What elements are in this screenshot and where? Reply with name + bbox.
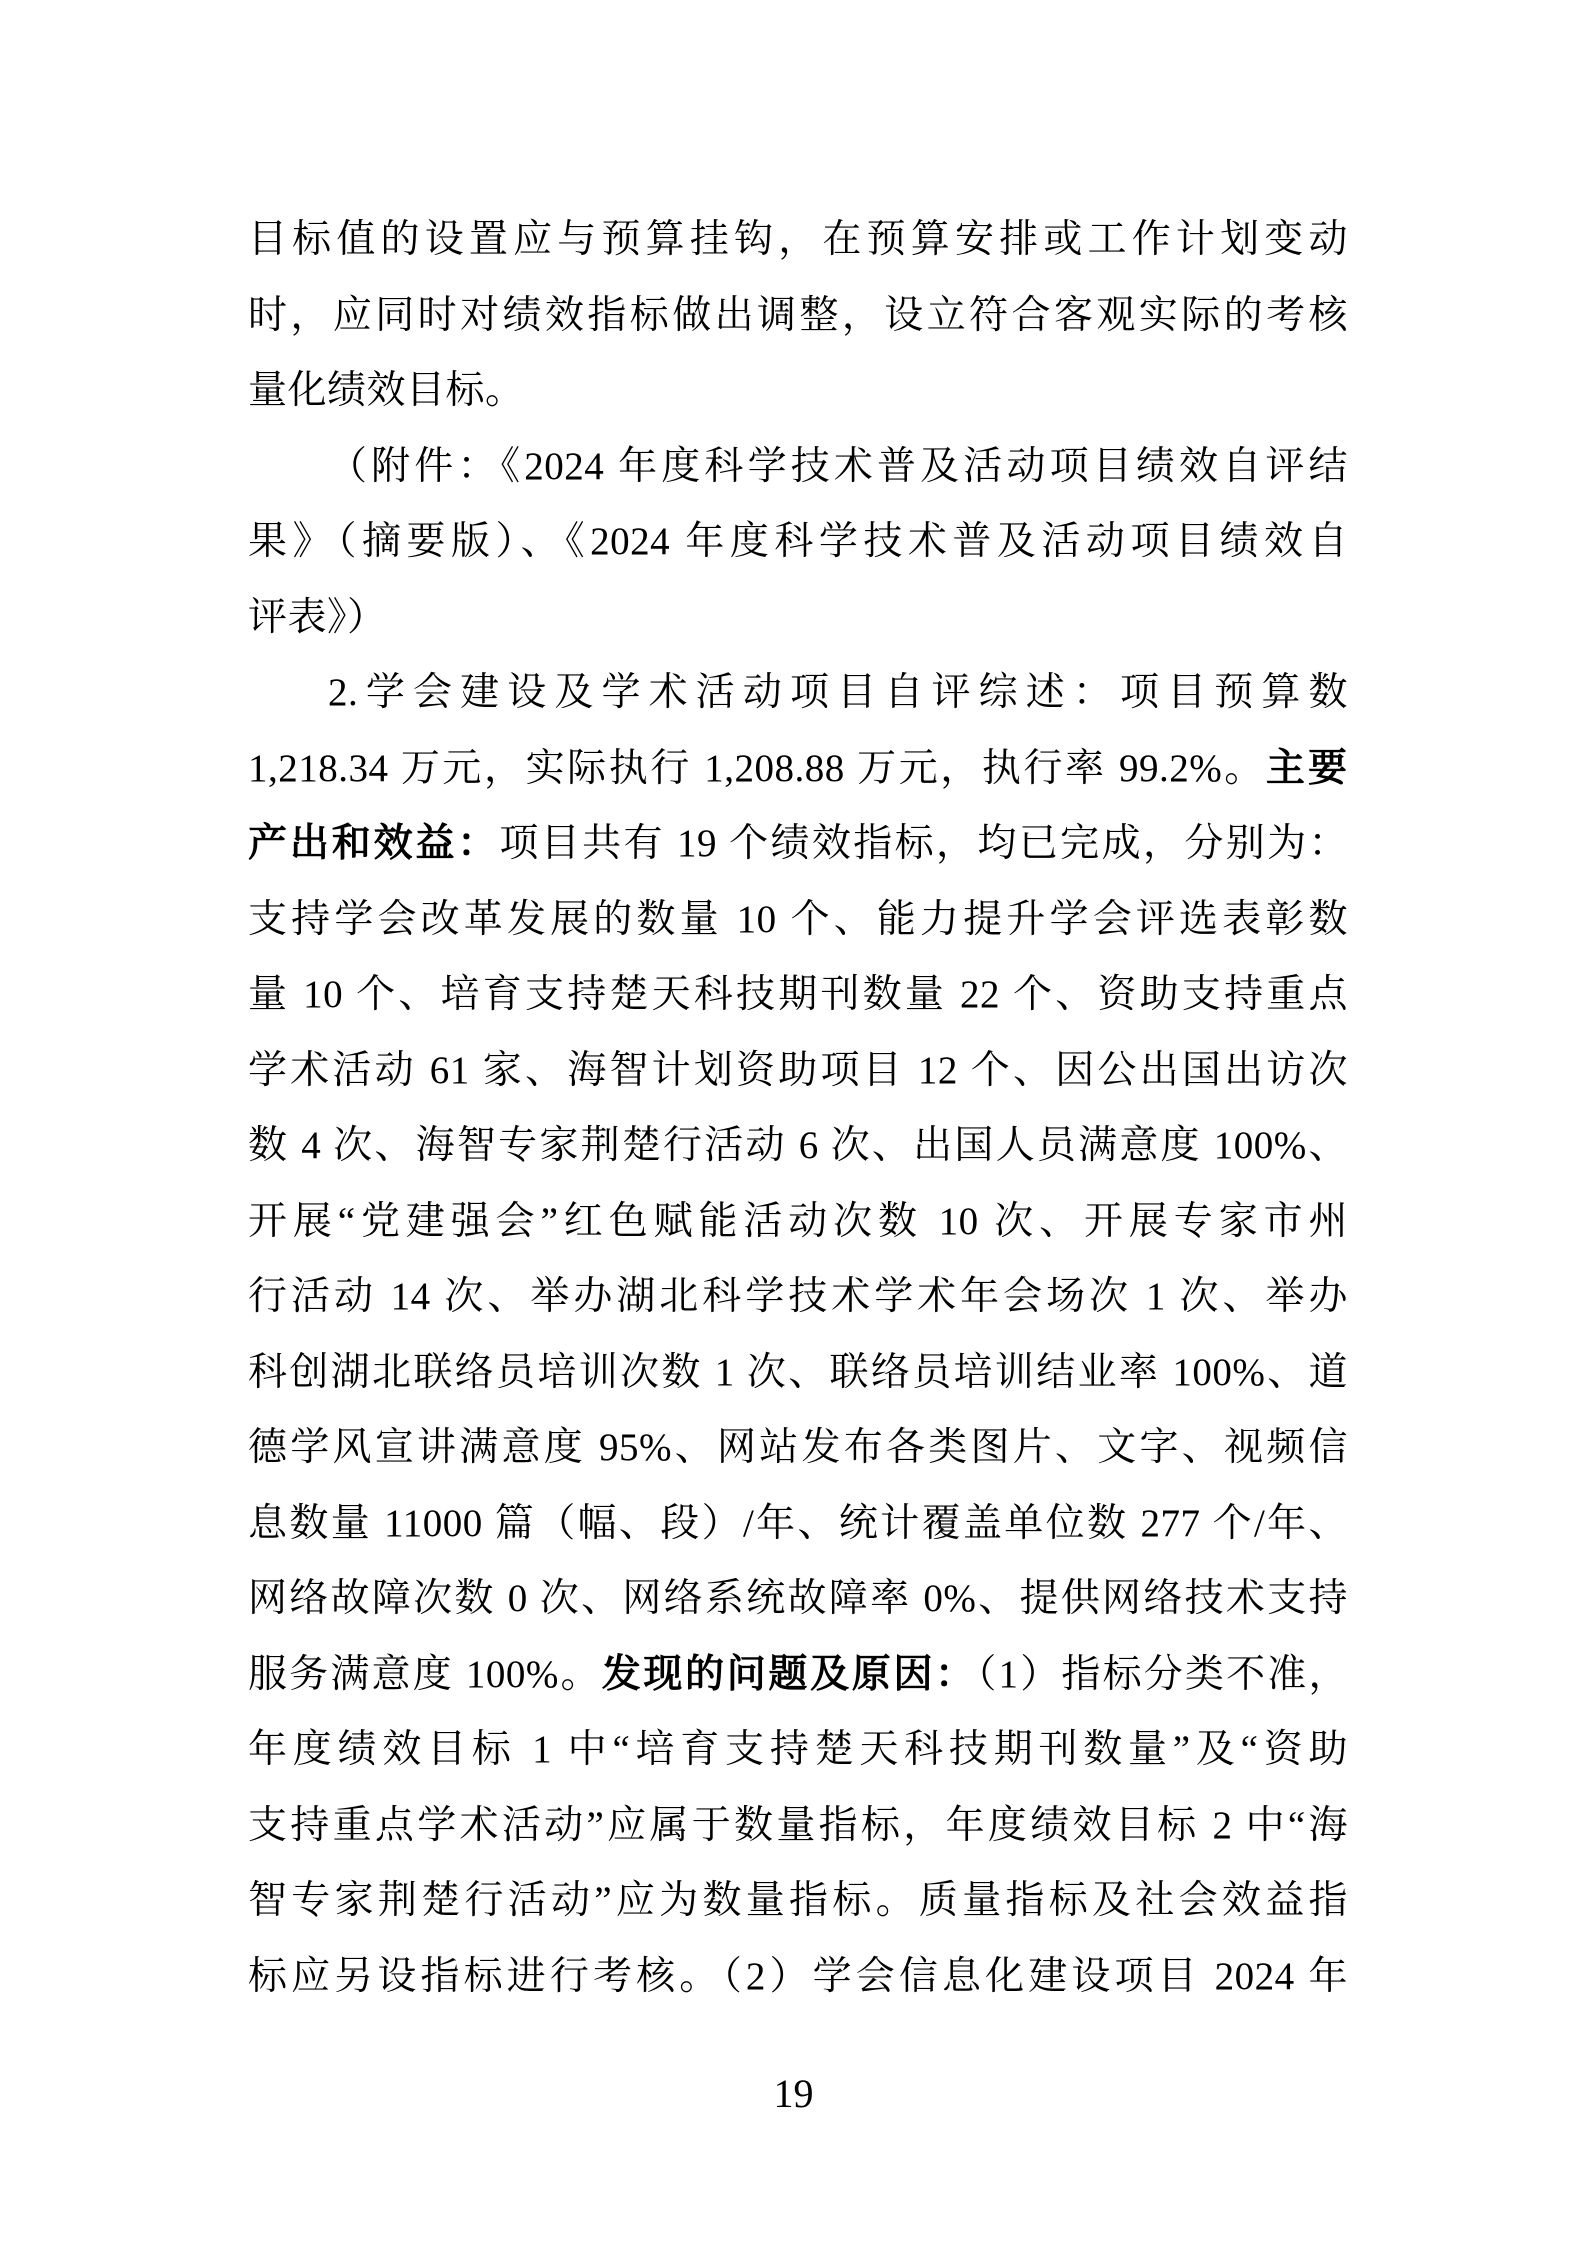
body-text: 项目共有 19 个绩效指标，均已完成，分别为：: [499, 822, 1348, 865]
body-text: 智专家荆楚行活动”应为数量指标。质量指标及社会效益指: [248, 1879, 1348, 1922]
body-text: 量 10 个、培育支持楚天科技期刊数量 22 个、资助支持重点: [248, 973, 1348, 1016]
emphasis-text: 产出和效益：: [248, 822, 500, 865]
text-line: [248, 1637, 1348, 1713]
body-text: 学术活动 61 家、海智计划资助项目 12 个、因公出国出访次: [248, 1048, 1348, 1092]
text-line: [248, 278, 1348, 354]
text-line: [248, 731, 1348, 807]
text-line: [248, 353, 1348, 429]
body-text: 标应另设指标进行考核。（2）学会信息化建设项目 2024 年: [248, 1954, 1348, 1998]
text-line: [248, 1259, 1348, 1335]
body-text: 支持重点学术活动”应属于数量指标，年度绩效目标 2 中“海: [248, 1803, 1348, 1847]
text-line: [248, 504, 1348, 580]
text-line: [248, 1410, 1348, 1486]
body-text: 服务满意度 100%。: [248, 1652, 602, 1696]
body-text: 年度绩效目标 1 中“培育支持楚天科技期刊数量”及“资助: [248, 1728, 1348, 1771]
text-line: [248, 1561, 1348, 1637]
text-line: [248, 1335, 1348, 1411]
text-line: [248, 1712, 1348, 1788]
body-text: 德学风宣讲满意度 95%、网站发布各类图片、文字、视频信: [248, 1426, 1348, 1469]
body-text: 支持学会改革发展的数量 10 个、能力提升学会评选表彰数: [248, 897, 1348, 941]
body-text: 行活动 14 次、举办湖北科学技术学术年会场次 1 次、举办: [248, 1275, 1348, 1318]
emphasis-text: 主要: [1265, 746, 1348, 790]
page-footer: [0, 2070, 1587, 2118]
text-line: [248, 1863, 1348, 1939]
text-line: [248, 806, 1348, 882]
text-line: [248, 957, 1348, 1033]
body-text: 果》（摘要版）、《2024 年度科学技术普及活动项目绩效自: [248, 520, 1348, 563]
text-line: [248, 580, 1348, 656]
page-number: 19: [773, 2071, 814, 2116]
body-text: 网络故障次数 0 次、网络系统故障率 0%、提供网络技术支持: [248, 1577, 1348, 1620]
text-line: [248, 1184, 1348, 1260]
text-line: [248, 655, 1348, 731]
emphasis-text: 发现的问题及原因：: [601, 1652, 977, 1696]
body-text: （1）指标分类不准，: [976, 1652, 1348, 1696]
body-text: 数 4 次、海智专家荆楚行活动 6 次、出国人员满意度 100%、: [248, 1124, 1348, 1167]
text-line: [248, 1033, 1348, 1109]
text-line: [248, 882, 1348, 958]
body-text: 科创湖北联络员培训次数 1 次、联络员培训结业率 100%、道: [248, 1350, 1348, 1394]
body-text: 目标值的设置应与预算挂钩，在预算安排或工作计划变动: [248, 218, 1348, 261]
text-line: [248, 1486, 1348, 1562]
text-line: [248, 1788, 1348, 1864]
text-line: [248, 1939, 1348, 2015]
body-text: 1,218.34 万元，实际执行 1,208.88 万元，执行率 99.2%。: [248, 746, 1266, 790]
text-line: [248, 1108, 1348, 1184]
document-body: [248, 202, 1348, 2014]
body-text: 息数量 11000 篇（幅、段）/年、统计覆盖单位数 277 个/年、: [248, 1501, 1348, 1545]
body-text: 2.学会建设及学术活动项目自评综述：项目预算数: [328, 671, 1348, 714]
body-text: 量化绩效目标。: [248, 369, 525, 412]
body-text: 时，应同时对绩效指标做出调整，设立符合客观实际的考核: [248, 293, 1348, 337]
body-text: （附件：《2024 年度科学技术普及活动项目绩效自评结: [328, 444, 1348, 488]
text-line: [248, 429, 1348, 505]
body-text: 开展“党建强会”红色赋能活动次数 10 次、开展专家市州: [248, 1199, 1348, 1243]
text-line: [248, 202, 1348, 278]
body-text: 评表》）: [248, 595, 387, 639]
